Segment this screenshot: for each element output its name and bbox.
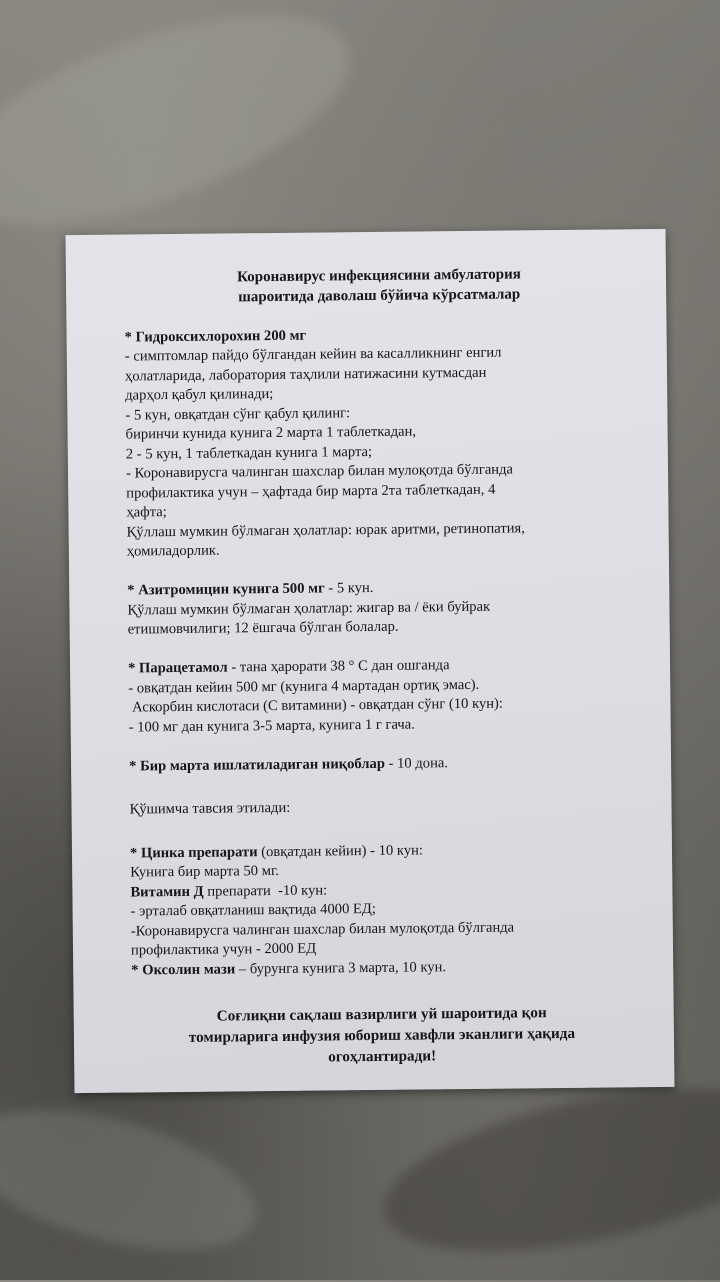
title-line: Коронавирус инфекциясини амбулатория (237, 266, 521, 286)
text-line: - эрталаб овқатланиш вақтида 4000 ЕД; (130, 900, 376, 920)
fabric-highlight (0, 0, 375, 267)
text-line: - 5 кун, овқатдан сўнг қабул қилинг: (125, 404, 351, 424)
text-line: 2 - 5 кун, 1 таблеткадан кунига 1 марта; (125, 443, 373, 463)
oxolin-rest: – бурунга кунига 3 марта, 10 кун. (235, 958, 447, 977)
heading-rest: - 5 кун. (324, 579, 374, 597)
warning-line: томирларига инфузия юбориш хавфли эканлиги ҳақида (188, 1024, 576, 1046)
document-title (114, 263, 644, 309)
text-line: профилактика учун – ҳафтада бир марта 2та таблеткадан, 4 (126, 481, 496, 502)
document-body (124, 263, 652, 1069)
section-zinc-vitamin-d (130, 839, 651, 981)
section-heading: * Парацетамол (127, 659, 228, 677)
text-line: ҳолатларида, лаборатория таҳлили натижасини кутмасдан (124, 364, 487, 385)
title-line: шароитида даволаш бўйича кўрсатмалар (238, 286, 521, 306)
text-line: - овқатдан кейин 500 мг (кунига 4 мартадан ортиқ эмас). (128, 676, 480, 697)
text-line: - Коронавирусга чалинган шахслар билан мулоқотда бўлганда (125, 461, 514, 482)
section-paracetamol (128, 654, 649, 737)
fabric-highlight-2 (0, 1083, 270, 1277)
text-line: профилактика учун - 2000 ЕД (130, 940, 317, 959)
heading-rest: (овқатдан кейин) - 10 кун: (257, 841, 424, 860)
oxolin-label: * Оксолин мази (131, 960, 236, 979)
vitamin-d-label: Витамин Д (130, 883, 204, 901)
text-line: ҳомиладорлик. (126, 542, 220, 560)
text-line: Аскорбин кислотаси (С витамини) - овқатдан сўнг (10 кун): (128, 695, 504, 716)
warning-line: огоҳлантиради! (328, 1047, 437, 1066)
paper-sheet (66, 229, 675, 1093)
text-line: етишмовчилиги; 12 ёшгача бўлган болалар. (127, 618, 399, 638)
section-heading: * Азитромицин кунига 500 мг (127, 580, 325, 599)
section-heading: * Бир марта ишлатиладиган ниқоблар (129, 755, 386, 775)
section-azithromycin (127, 576, 648, 640)
text-line: дарҳол қабул қилинади; (125, 385, 274, 404)
vitamin-d-rest: препарати -10 кун: (203, 881, 328, 900)
heading-rest: - тана ҳарорати 38 ° С дан ошганда (227, 657, 450, 676)
text-line: -Коронавирусга чалинган шахслар билан мулоқотда бўлганда (130, 919, 515, 940)
warning-line: Соғлиқни сақлаш вазирлиги уй шароитида қон (216, 1004, 547, 1025)
section-heading: * Гидроксихлорохин 200 мг (124, 327, 307, 346)
section-hydroxychloroquine (124, 323, 646, 562)
additional-recommendations: Қўшимча тавсия этилади: (129, 799, 291, 818)
text-line: биринчи кунида кунига 2 марта 1 таблеткадан, (125, 423, 417, 443)
ministry-warning (112, 1001, 653, 1070)
text-line: Кунига бир марта 50 мг. (130, 862, 279, 881)
heading-rest: - 10 дона. (384, 754, 449, 772)
text-line: - 100 мг дан кунига 3-5 марта, кунига 1 г гача. (128, 716, 415, 736)
fabric-shadow (370, 1058, 720, 1282)
text-line: Қўллаш мумкин бўлмаган ҳолатлар: юрак аритми, ретинопатия, (126, 519, 525, 541)
text-line: ҳафта; (126, 504, 167, 521)
text-line: - симптомлар пайдо бўлгандан кейин ва касалликнинг енгил (124, 344, 502, 365)
text-line: Қўллаш мумкин бўлмаган ҳолатлар: жигар ва / ёки буйрак (127, 598, 491, 619)
section-heading: * Цинка препарати (129, 843, 258, 862)
